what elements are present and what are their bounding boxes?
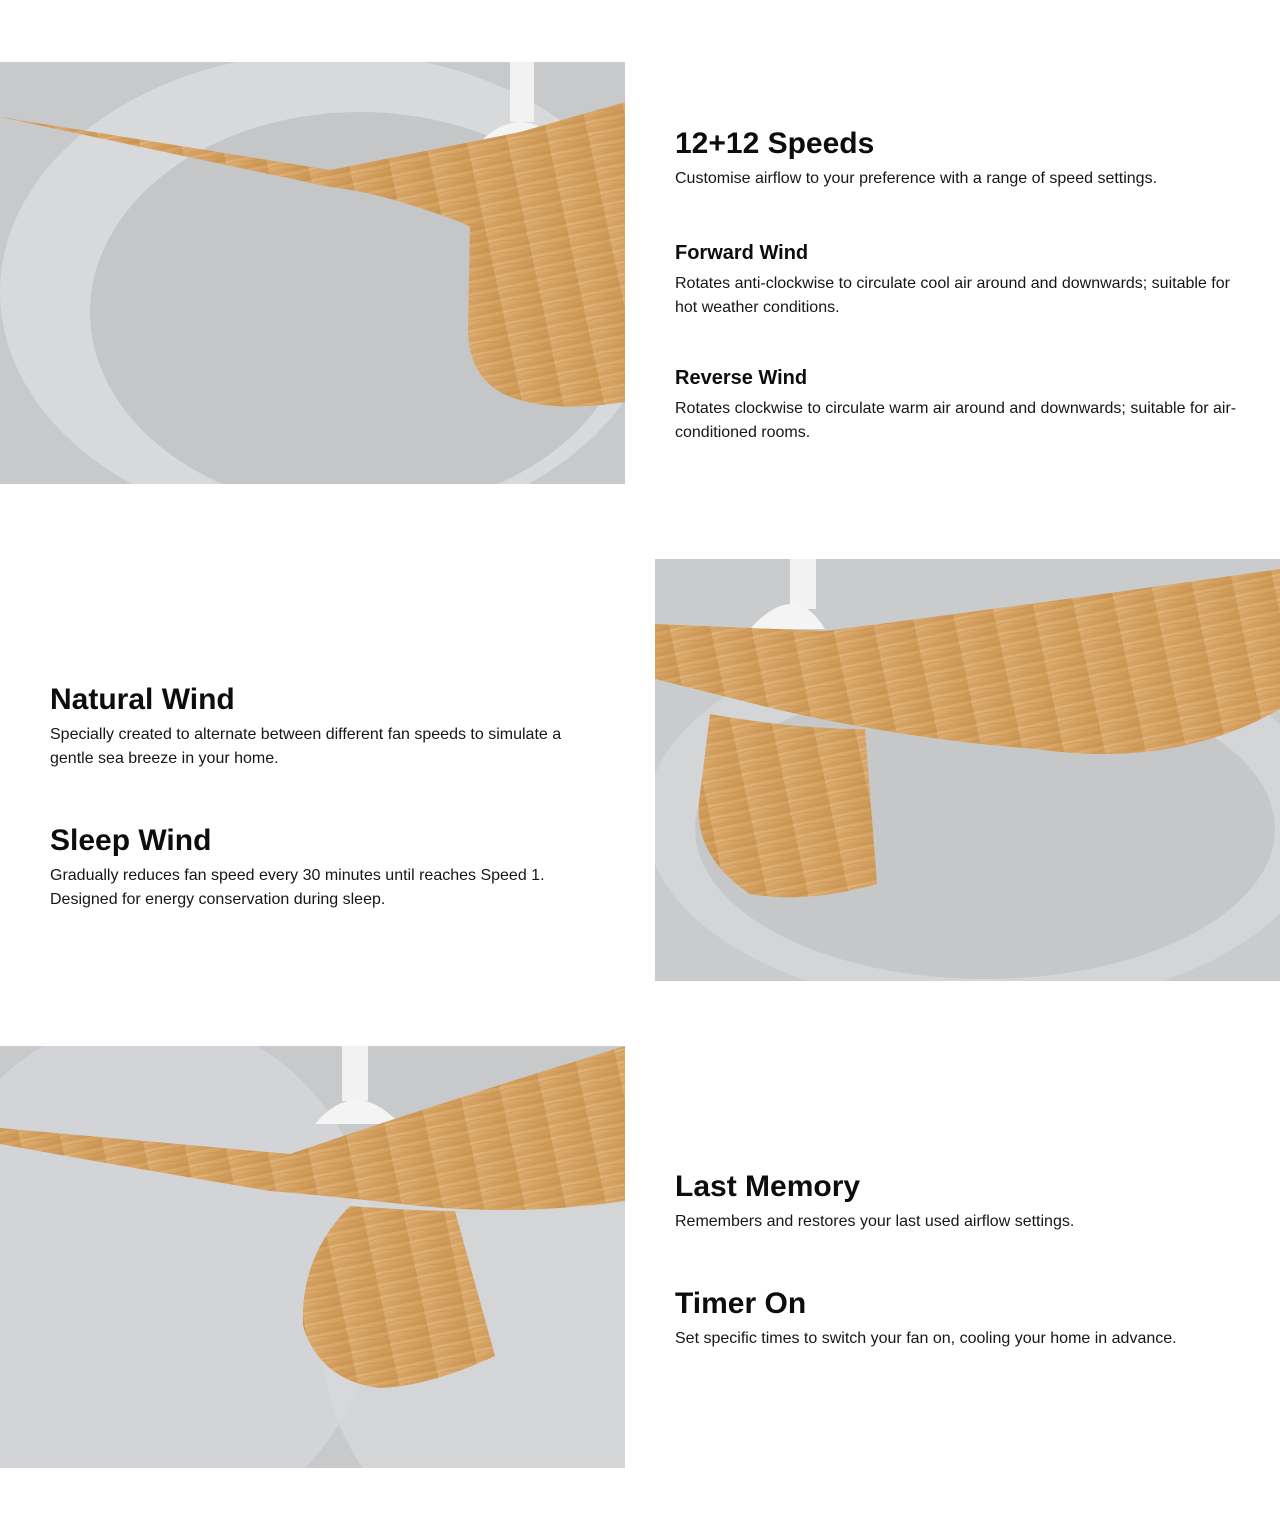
fan-photo-1 [0, 62, 625, 484]
feature-natural-wind [50, 682, 580, 771]
features-text-3 [675, 1169, 1245, 1351]
feature-forward-wind [675, 240, 1245, 320]
feature-title: Reverse Wind [675, 367, 808, 389]
feature-reverse-wind [675, 365, 1245, 445]
feature-last-memory [675, 1169, 1245, 1234]
fan-illustration [655, 559, 1280, 981]
feature-section-1 [0, 62, 1280, 484]
fan-photo-2 [655, 559, 1280, 981]
feature-section-3 [0, 1046, 1280, 1468]
feature-description: Rotates anti-clockwise to circulate cool air around and downwards; suitable for hot weather conditions. [675, 275, 1230, 316]
fan-photo-3 [0, 1046, 625, 1468]
feature-title: Forward Wind [675, 242, 809, 264]
feature-timer-on [675, 1286, 1245, 1351]
feature-description: Rotates clockwise to circulate warm air around and downwards; suitable for air-conditioned rooms. [675, 400, 1237, 441]
feature-description: Specially created to alternate between different fan speeds to simulate a gentle sea breeze in your home. [50, 726, 562, 767]
feature-description: Set specific times to switch your fan on, cooling your home in advance. [675, 1330, 1177, 1347]
feature-description: Remembers and restores your last used airflow settings. [675, 1213, 1075, 1230]
feature-title: Sleep Wind [50, 824, 212, 857]
fan-illustration [0, 1046, 625, 1468]
feature-speeds [675, 126, 1245, 191]
feature-description: Gradually reduces fan speed every 30 minutes until reaches Speed 1. Designed for energy conservation during sleep. [50, 867, 545, 908]
features-text-1 [675, 126, 1245, 445]
features-text-2 [50, 682, 580, 912]
feature-title: Natural Wind [50, 683, 235, 716]
fan-illustration [0, 62, 625, 484]
feature-section-2 [0, 559, 1280, 981]
feature-title: Last Memory [675, 1170, 861, 1203]
feature-description: Customise airflow to your preference with a range of speed settings. [675, 170, 1158, 187]
feature-title: 12+12 Speeds [675, 127, 875, 160]
feature-sleep-wind [50, 823, 580, 912]
feature-title: Timer On [675, 1287, 807, 1320]
